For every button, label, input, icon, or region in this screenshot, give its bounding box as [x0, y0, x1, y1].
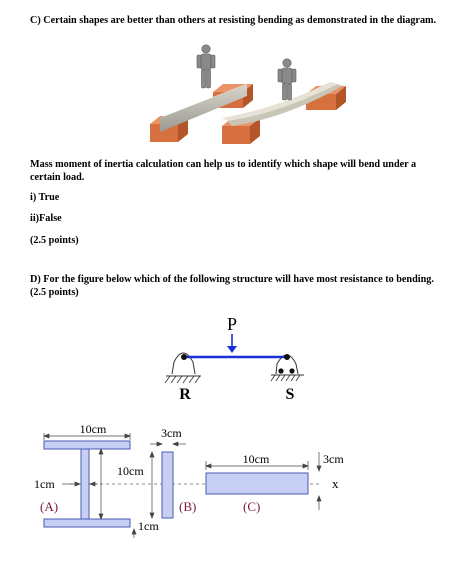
section-a-i-beam [44, 441, 130, 527]
load-label: P [226, 314, 238, 334]
dim-b-height [150, 452, 154, 518]
question-d-prompt: D) For the figure below which of the following structure will have most resistance to bending. (2.5 points) [30, 274, 434, 298]
dim-c-width-label: 10cm [242, 452, 270, 466]
left-support-label: R [179, 386, 191, 403]
dim-a-thickness-label: 1cm [34, 477, 55, 491]
right-pin-joint [284, 354, 290, 360]
dim-b-width-arrows [150, 442, 186, 446]
section-a-label: (A) [40, 499, 59, 514]
dim-b-thickness-arrow-icon [132, 529, 136, 538]
load-arrow-icon [227, 334, 237, 353]
dim-c-height-label: 3cm [323, 452, 344, 466]
left-pin-joint [181, 354, 187, 360]
section-b-label: (B) [179, 499, 197, 514]
dim-b-thickness-label: 1cm [138, 519, 159, 533]
dim-a-web-height-label: 10cm [117, 464, 144, 478]
section-c-label: (C) [243, 499, 261, 514]
option-true[interactable]: i) True [30, 192, 60, 203]
x-axis-label: x [332, 476, 339, 491]
section-c-rectangle [206, 473, 308, 494]
dim-b-width-label: 3cm [161, 426, 182, 440]
question-c-points: (2.5 points) [30, 235, 79, 246]
question-c-prompt: C) Certain shapes are better than others at resisting bending as demonstrated in the diagram. [30, 15, 437, 26]
dim-a-thickness-arrow-icon [62, 482, 98, 486]
question-c-statement: Mass moment of inertia calculation can help us to identify which shape will bend under a certain load. [30, 159, 417, 183]
dim-a-flange-width-label: 10cm [79, 422, 107, 436]
section-b-rectangle [162, 452, 173, 518]
option-false[interactable]: ii)False [30, 213, 62, 224]
dim-c-height [317, 452, 321, 510]
right-support-label: S [285, 386, 295, 403]
